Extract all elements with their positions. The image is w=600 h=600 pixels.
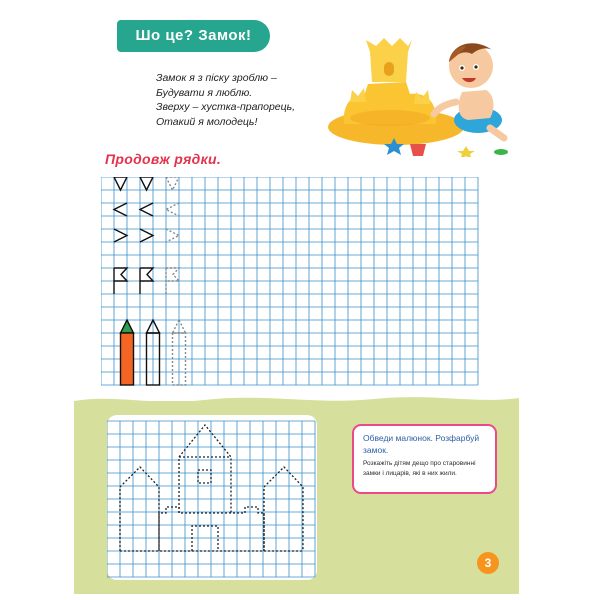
- exercise-instruction: Продовж рядки.: [105, 151, 222, 167]
- bucket-toy-icon: [410, 144, 426, 156]
- castle-grid-lines: [107, 421, 315, 577]
- pattern-row-greater-than: [114, 229, 179, 242]
- castle-tracing-card: [107, 415, 317, 580]
- pattern-row-less-than: [114, 203, 179, 216]
- grid-lines: [101, 177, 478, 385]
- poem-line: Замок я з піску зроблю –: [156, 72, 277, 84]
- sand-castle-illustration: [306, 32, 511, 157]
- pattern-row-flags: [114, 268, 179, 294]
- castle-tracing-grid: [107, 415, 317, 580]
- cup-toy-icon: [494, 149, 508, 155]
- workbook-page: [74, 14, 519, 594]
- page-title: Шо це? Замок!: [117, 20, 270, 52]
- poem-line: Зверху – хустка-прапорець,: [156, 101, 296, 113]
- pattern-row-down-triangles: [114, 177, 179, 190]
- note-title: Обведи малюнок. Розфарбуй замок.: [363, 433, 480, 455]
- poem-line: Будувати я люблю.: [156, 86, 253, 99]
- teacher-note: [352, 424, 497, 494]
- castle-dotted-outline: [120, 425, 303, 551]
- page-number-badge: 3: [477, 552, 499, 574]
- tracing-grid: [101, 177, 486, 387]
- note-text: Розкажіть дітям дещо про старовинні замки і лицарів, які в них жили.: [363, 460, 476, 477]
- sand-castle-image: [328, 38, 464, 145]
- poem-line: Отакий я молодець!: [156, 115, 258, 128]
- star-toy-icon: [457, 146, 475, 157]
